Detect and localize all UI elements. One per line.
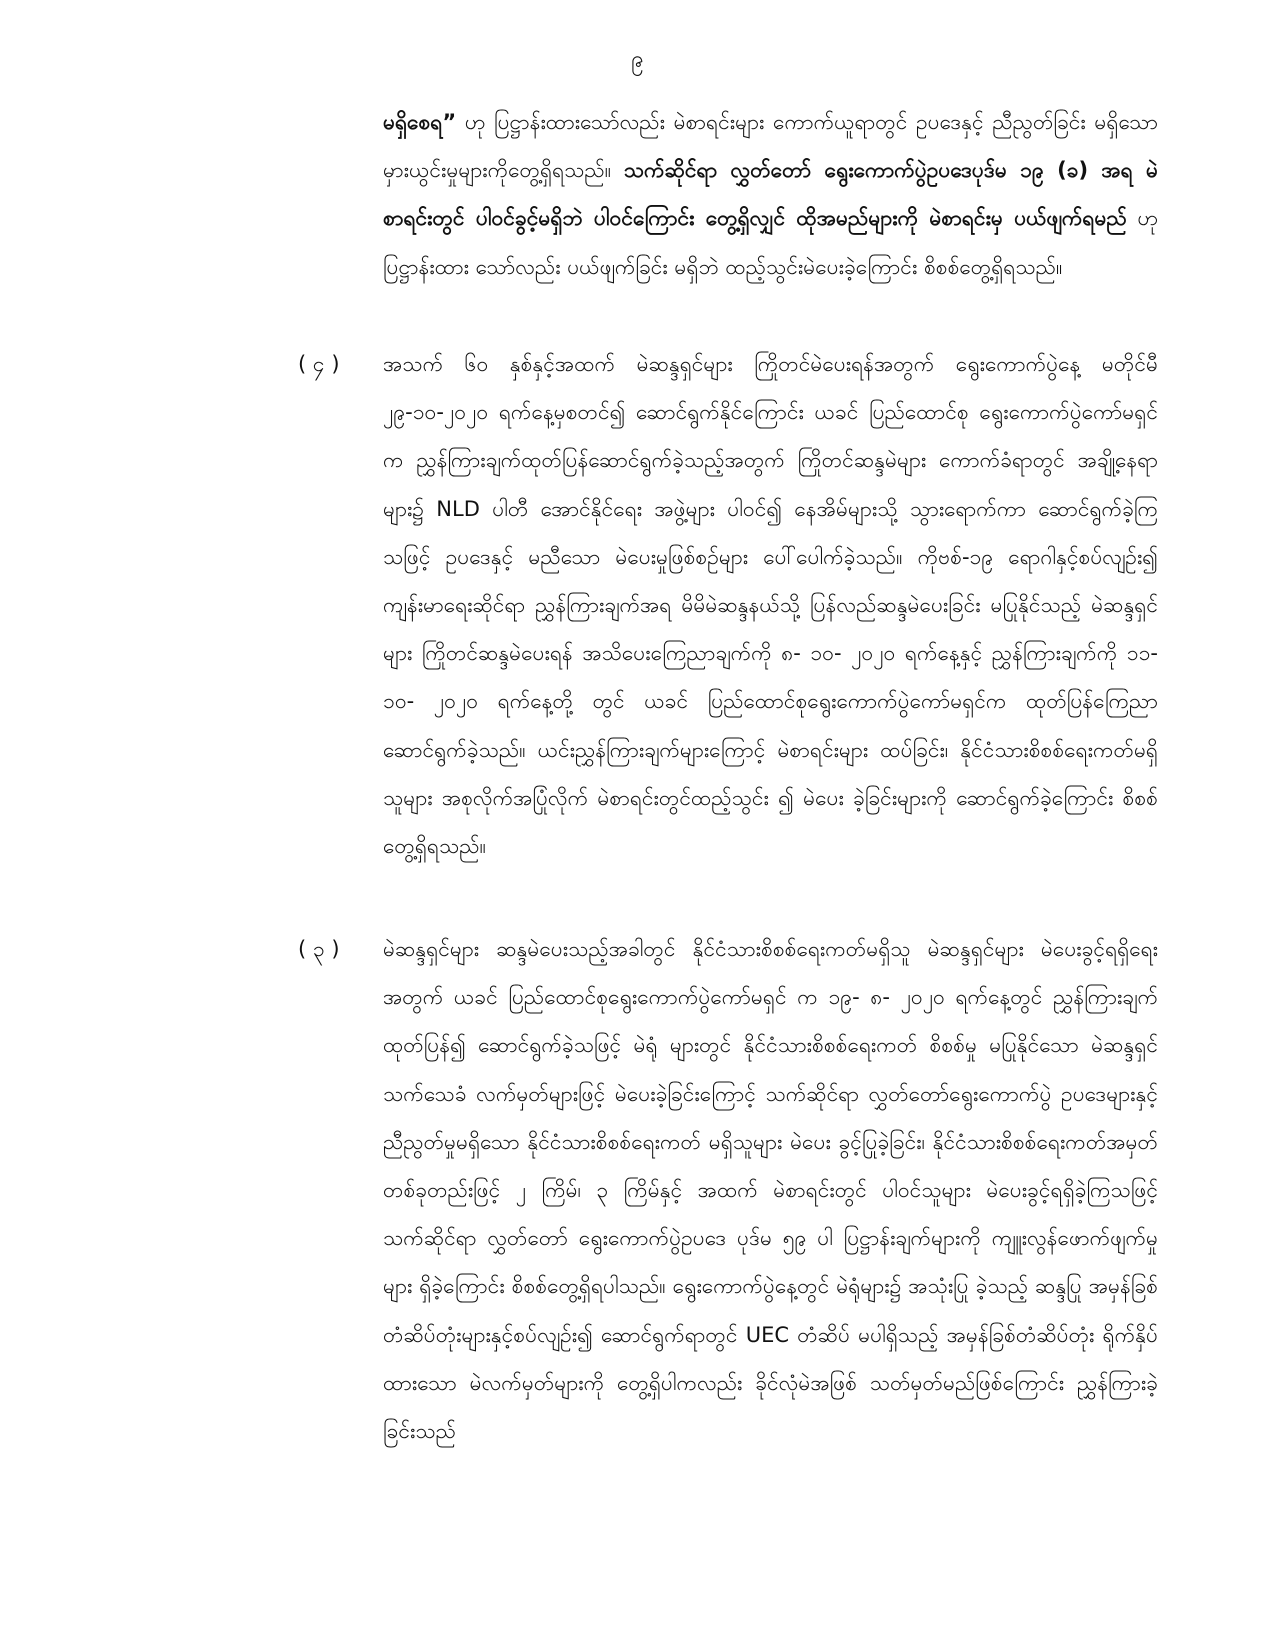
section-marker-3: ( ၃ ) (298, 937, 340, 961)
section-marker-4: ( ၄ ) (298, 352, 340, 376)
intro-text-1: ဟု ပြဋ္ဌာန်းထားသော်လည်း မဲစာရင်းများ ကောက်ယူရာတွင် ဥပဒေနှင့် ညီညွတ်ခြင်း မရှိသော မှားယွင်းမှုများကိုတွေ့ရှိရသည်။ (383, 110, 1158, 183)
intro-bold-phrase-1: မရှိစေရ” (383, 110, 457, 134)
intro-paragraph (383, 98, 1158, 291)
intro-text-2: ဟု ပြဋ္ဌာန်းထား သော်လည်း ပယ်ဖျက်ခြင်း မရှိဘဲ ထည့်သွင်းမဲပေးခဲ့ကြောင်း စိစစ်တွေ့ရှိရသည်။ (383, 206, 1158, 279)
intro-bold-phrase-2: သက်ဆိုင်ရာ လွှတ်တော် ရွေးကောက်ပွဲဥပဒေပုဒ်မ ၁၉ (ခ) အရ မဲစာရင်းတွင် ပါဝင်ခွင့်မရှိဘဲ ပါဝင်ကြောင်း တွေ့ရှိလျှင် ထိုအမည်များကို မဲစာရင်းမှ ပယ်ဖျက်ရမည် (383, 158, 1158, 231)
section-paragraph-3: မဲဆန္ဒရှင်များ ဆန္ဒမဲပေးသည့်အခါတွင် နိုင်ငံသားစိစစ်ရေးကတ်မရှိသူ မဲဆန္ဒရှင်များ မဲပေးခွင့်ရရှိရေးအတွက် ယခင် ပြည်ထောင်စုရွေးကောက်ပွဲကော်မရှင် က ၁၉- ၈- ၂၀၂၀ ရက်နေ့တွင် ညွှန်ကြားချက်ထုတ်ပြန်၍ ဆောင်ရွက်ခဲ့သဖြင့် မဲရုံ များတွင် နိုင်ငံသားစိစစ်ရေးကတ် စိစစ်မှု မပြုနိုင်သော မဲဆန္ဒရှင်သက်သေခံ လက်မှတ်များဖြင့် မဲပေးခဲ့ခြင်းကြောင့် သက်ဆိုင်ရာ လွှတ်တော်ရွေးကောက်ပွဲ ဥပဒေများနှင့် ညီညွတ်မှုမရှိသော နိုင်ငံသားစိစစ်ရေးကတ် မရှိသူများ မဲပေး ခွင့်ပြုခဲ့ခြင်း၊ နိုင်ငံသားစိစစ်ရေးကတ်အမှတ် တစ်ခုတည်းဖြင့် ၂ ကြိမ်၊ ၃ ကြိမ်နှင့် အထက် မဲစာရင်းတွင် ပါဝင်သူများ မဲပေးခွင့်ရရှိခဲ့ကြသဖြင့် သက်ဆိုင်ရာ လွှတ်တော် ရွေးကောက်ပွဲဥပဒေ ပုဒ်မ ၅၉ ပါ ပြဋ္ဌာန်းချက်များကို ကျူးလွန်ဖောက်ဖျက်မှုများ ရှိခဲ့ကြောင်း စိစစ်တွေ့ရှိရပါသည်။ ရွေးကောက်ပွဲနေ့တွင် မဲရုံများ၌ အသုံးပြု ခဲ့သည့် ဆန္ဒပြု အမှန်ခြစ်တံဆိပ်တုံးများနှင့်စပ်လျဉ်း၍ ဆောင်ရွက်ရာတွင် UEC တံဆိပ် မပါရှိသည့် အမှန်ခြစ်တံဆိပ်တုံး ရိုက်နှိပ်ထားသော မဲလက်မှတ်များကို တွေ့ရှိပါကလည်း ခိုင်လုံမဲအဖြစ် သတ်မှတ်မည်ဖြစ်ကြောင်း ညွှန်ကြားခဲ့ခြင်းသည် (383, 937, 1158, 1444)
section-paragraph-4: အသက် ၆၀ နှစ်နှင့်အထက် မဲဆန္ဒရှင်များ ကြိုတင်မဲပေးရန်အတွက် ရွေးကောက်ပွဲနေ့ မတိုင်မီ ၂၉-၁၀-၂၀၂၀ ရက်နေ့မှစတင်၍ ဆောင်ရွက်နိုင်ကြောင်း ယခင် ပြည်ထောင်စု ရွေးကောက်ပွဲကော်မရှင်က ညွှန်ကြားချက်ထုတ်ပြန်ဆောင်ရွက်ခဲ့သည့်အတွက် ကြိုတင်ဆန္ဒမဲများ ကောက်ခံရာတွင် အချို့နေရာများ၌ NLD ပါတီ အောင်နိုင်ရေး အဖွဲ့များ ပါဝင်၍ နေအိမ်များသို့ သွားရောက်ကာ ဆောင်ရွက်ခဲ့ကြသဖြင့် ဥပဒေနှင့် မညီသော မဲပေးမှုဖြစ်စဉ်များ ပေါ်ပေါက်ခဲ့သည်။ ကိုဗစ်-၁၉ ရောဂါနှင့်စပ်လျဉ်း၍ ကျန်းမာရေးဆိုင်ရာ ညွှန်ကြားချက်အရ မိမိမဲဆန္ဒနယ်သို့ ပြန်လည်ဆန္ဒမဲပေးခြင်း မပြုနိုင်သည့် မဲဆန္ဒရှင်များ ကြိုတင်ဆန္ဒမဲပေးရန် အသိပေးကြေညာချက်ကို ၈- ၁၀- ၂၀၂၀ ရက်နေ့နှင့် ညွှန်ကြားချက်ကို ၁၁- ၁၀- ၂၀၂၀ ရက်နေ့တို့ တွင် ယခင် ပြည်ထောင်စုရွေးကောက်ပွဲကော်မရှင်က ထုတ်ပြန်ကြေညာ ဆောင်ရွက်ခဲ့သည်။ ယင်းညွှန်ကြားချက်များကြောင့် မဲစာရင်းများ ထပ်ခြင်း၊ နိုင်ငံသားစိစစ်ရေးကတ်မရှိသူများ အစုလိုက်အပြုံလိုက် မဲစာရင်းတွင်ထည့်သွင်း ၍ မဲပေး ခဲ့ခြင်းများကို ဆောင်ရွက်ခဲ့ကြောင်း စိစစ်တွေ့ရှိရသည်။ (383, 352, 1158, 859)
page-number: ၉ (631, 47, 644, 72)
